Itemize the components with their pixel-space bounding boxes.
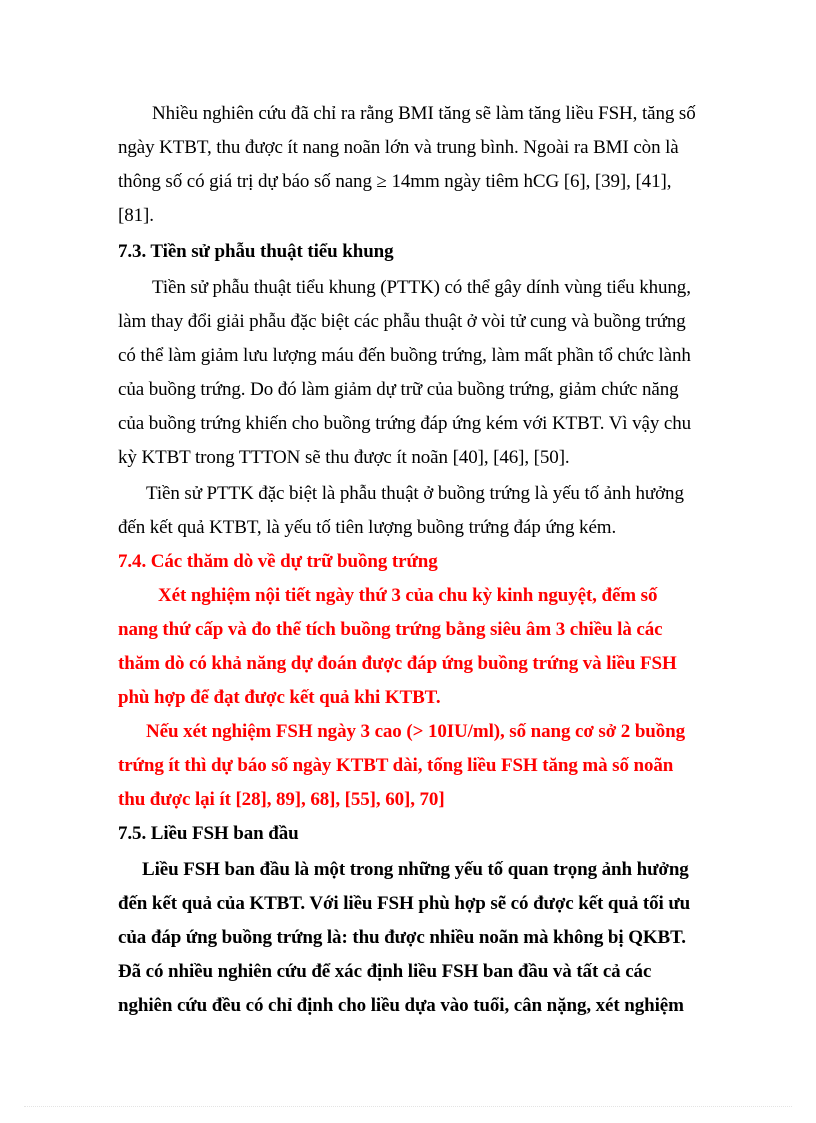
paragraph-initial-dose-line-3: của đáp ứng buồng trứng là: thu được nhiều noãn mà không bị QKBT. <box>118 927 686 948</box>
paragraph-initial-dose-line-2: đến kết quả của KTBT. Với liều FSH phù hợp sẽ có được kết quả tối ưu <box>118 893 691 914</box>
paragraph-fsh-day3-line-2: trứng ít thì dự báo số ngày KTBT dài, tổng liều FSH tăng mà số noãn <box>118 755 674 776</box>
paragraph-tests-line-4: phù hợp để đạt được kết quả khi KTBT. <box>118 687 441 708</box>
paragraph-initial-dose-line-1: Liều FSH ban đầu là một trong những yếu tố quan trọng ảnh hưởng <box>142 859 689 880</box>
paragraph-surgery-line-1: Tiền sử phẫu thuật tiểu khung (PTTK) có thể gây dính vùng tiểu khung, <box>152 277 691 298</box>
paragraph-tests-line-2: nang thứ cấp và đo thể tích buồng trứng bằng siêu âm 3 chiều là các <box>118 619 663 640</box>
paragraph-tests-line-3: thăm dò có khả năng dự đoán được đáp ứng buồng trứng và liều FSH <box>118 653 677 674</box>
paragraph-bmi-line-4: [81]. <box>118 205 154 226</box>
paragraph-initial-dose-line-4: Đã có nhiều nghiên cứu để xác định liều FSH ban đầu và tất cả các <box>118 961 652 982</box>
paragraph-surgery-line-4: của buồng trứng. Do đó làm giảm dự trữ của buồng trứng, giảm chức năng <box>118 379 679 400</box>
paragraph-surgery-line-6: kỳ KTBT trong TTTON sẽ thu được ít noãn [40], [46], [50]. <box>118 447 570 468</box>
paragraph-fsh-day3-line-1: Nếu xét nghiệm FSH ngày 3 cao (> 10IU/ml), số nang cơ sở 2 buồng <box>146 721 686 742</box>
paragraph-surgery-line-3: có thể làm giảm lưu lượng máu đến buồng trứng, làm mất phần tổ chức lành <box>118 345 691 366</box>
paragraph-pttk-line-1: Tiền sử PTTK đặc biệt là phẫu thuật ở buồng trứng là yếu tố ảnh hưởng <box>146 483 684 504</box>
paragraph-bmi-line-1: Nhiều nghiên cứu đã chỉ ra rằng BMI tăng sẽ làm tăng liều FSH, tăng số <box>152 103 696 124</box>
paragraph-surgery-line-5: của buồng trứng khiến cho buồng trứng đáp ứng kém với KTBT. Vì vậy chu <box>118 413 692 434</box>
section-heading-7-4: 7.4. Các thăm dò về dự trữ buồng trứng <box>118 551 438 572</box>
paragraph-bmi-line-3: thông số có giá trị dự báo số nang ≥ 14mm ngày tiêm hCG [6], [39], [41], <box>118 171 672 192</box>
paragraph-tests-line-1: Xét nghiệm nội tiết ngày thứ 3 của chu kỳ kinh nguyệt, đếm số <box>158 585 658 606</box>
paragraph-surgery-line-2: làm thay đổi giải phẫu đặc biệt các phẫu thuật ở vòi tử cung và buồng trứng <box>118 311 686 332</box>
paragraph-fsh-day3-line-3: thu được lại ít [28], 89], 68], [55], 60], 70] <box>118 789 445 810</box>
section-heading-7-5: 7.5. Liều FSH ban đầu <box>118 823 299 844</box>
section-heading-7-3: 7.3. Tiền sử phẫu thuật tiểu khung <box>118 241 394 262</box>
paragraph-bmi-line-2: ngày KTBT, thu được ít nang noãn lớn và trung bình. Ngoài ra BMI còn là <box>118 137 679 158</box>
paragraph-initial-dose-line-5: nghiên cứu đều có chỉ định cho liều dựa vào tuổi, cân nặng, xét nghiệm <box>118 995 684 1016</box>
page-bottom-divider <box>24 1106 792 1107</box>
paragraph-pttk-line-2: đến kết quả KTBT, là yếu tố tiên lượng buồng trứng đáp ứng kém. <box>118 517 617 538</box>
